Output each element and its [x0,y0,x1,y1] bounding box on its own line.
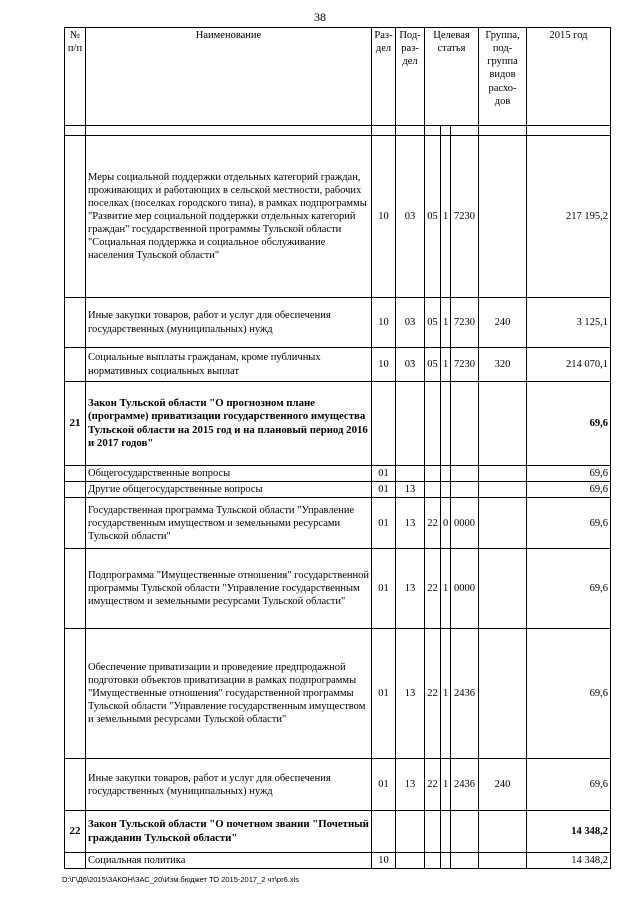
row-amount: 69,6 [527,466,611,482]
row-expense-group [479,126,527,136]
row-name: Закон Тульской области "О прогнозном плане (программе) приватизации государственного имущества Тульской области на 2015 год и на плановый период 2016 и 2017 годов" [86,382,372,466]
row-direction-code [451,482,479,498]
row-number [65,629,86,759]
row-razdel: 01 [372,466,396,482]
table-row [65,629,611,759]
row-podrazdel: 03 [396,348,425,382]
header-row [65,28,611,126]
row-amount: 69,6 [527,482,611,498]
row-direction-code: 2436 [451,759,479,811]
row-name: Обеспечение приватизации и проведение предпродажной подготовки объектов приватизации в рамках подпрограммы "Имущественные отношения" государственной программы Тульской области "Управление государственным имуществом и земельными ресурсами Тульской области" [86,629,372,759]
row-razdel: 10 [372,348,396,382]
header-gruppa: Группа, под-группа видов расхо-дов [479,28,527,126]
row-razdel: 10 [372,853,396,869]
row-number [65,136,86,298]
row-expense-group [479,466,527,482]
row-podrazdel: 13 [396,629,425,759]
row-podrazdel: 03 [396,298,425,348]
row-expense-group: 240 [479,298,527,348]
row-number [65,759,86,811]
header-podrazdel: Под-раз-дел [396,28,425,126]
row-subprogram-code: 1 [441,759,451,811]
table-row [65,498,611,549]
row-amount: 69,6 [527,629,611,759]
table-row [65,549,611,629]
file-path-footer: D:\Г\Д6\2015\ЗАКОН\ЗАС_20\Изм.бюджет ТО 2015-2017_2 чт\pr6.xls [62,875,299,884]
row-subprogram-code [441,482,451,498]
row-amount: 69,6 [527,498,611,549]
row-number: 21 [65,382,86,466]
row-subprogram-code: 1 [441,348,451,382]
row-number [65,126,86,136]
row-program-code: 22 [425,629,441,759]
row-subprogram-code: 1 [441,629,451,759]
row-podrazdel [396,853,425,869]
row-program-code: 22 [425,549,441,629]
row-number [65,298,86,348]
row-name: Другие общегосударственные вопросы [86,482,372,498]
row-razdel: 10 [372,136,396,298]
row-subprogram-code: 1 [441,136,451,298]
row-razdel: 01 [372,629,396,759]
row-program-code: 05 [425,348,441,382]
row-program-code [425,466,441,482]
row-razdel [372,811,396,853]
table-row [65,466,611,482]
row-name: Социальная политика [86,853,372,869]
row-razdel: 01 [372,759,396,811]
row-podrazdel: 13 [396,549,425,629]
table-row [65,298,611,348]
row-subprogram-code [441,811,451,853]
row-expense-group [479,549,527,629]
row-number [65,482,86,498]
row-expense-group [479,811,527,853]
row-expense-group [479,382,527,466]
row-program-code [425,482,441,498]
row-name: Подпрограмма "Имущественные отношения" государственной программы Тульской области "Управление государственным имуществом и земельными ресурсами Тульской области" [86,549,372,629]
row-direction-code: 7230 [451,298,479,348]
row-expense-group [479,136,527,298]
row-amount: 69,6 [527,759,611,811]
row-amount: 14 348,2 [527,853,611,869]
header-razdel: Раз-дел [372,28,396,126]
row-amount: 217 195,2 [527,136,611,298]
row-podrazdel [396,126,425,136]
row-subprogram-code [441,466,451,482]
row-razdel [372,126,396,136]
row-podrazdel: 13 [396,498,425,549]
row-number [65,498,86,549]
row-expense-group: 240 [479,759,527,811]
row-number [65,348,86,382]
row-expense-group [479,482,527,498]
row-name: Социальные выплаты гражданам, кроме публичных нормативных социальных выплат [86,348,372,382]
row-number [65,549,86,629]
row-subprogram-code [441,382,451,466]
row-number [65,466,86,482]
table-row [65,482,611,498]
row-amount [527,126,611,136]
row-program-code: 22 [425,498,441,549]
row-podrazdel: 13 [396,759,425,811]
table-row [65,348,611,382]
row-razdel: 01 [372,498,396,549]
row-amount: 214 070,1 [527,348,611,382]
row-amount: 69,6 [527,549,611,629]
row-direction-code: 2436 [451,629,479,759]
row-program-code [425,382,441,466]
row-direction-code: 0000 [451,549,479,629]
row-direction-code [451,126,479,136]
row-subprogram-code: 0 [441,498,451,549]
row-name: Иные закупки товаров, работ и услуг для обеспечения государственных (муниципальных) нужд [86,759,372,811]
row-program-code [425,811,441,853]
header-num: № п/п [65,28,86,126]
row-direction-code: 7230 [451,348,479,382]
row-razdel: 10 [372,298,396,348]
row-program-code [425,853,441,869]
row-name: Иные закупки товаров, работ и услуг для обеспечения государственных (муниципальных) нужд [86,298,372,348]
row-program-code: 05 [425,136,441,298]
row-subprogram-code: 1 [441,549,451,629]
row-name: Общегосударственные вопросы [86,466,372,482]
row-program-code: 05 [425,298,441,348]
table-row [65,759,611,811]
row-amount: 69,6 [527,382,611,466]
budget-table [64,27,611,869]
row-podrazdel: 13 [396,482,425,498]
row-direction-code [451,853,479,869]
row-podrazdel [396,382,425,466]
row-razdel [372,382,396,466]
row-razdel: 01 [372,549,396,629]
row-program-code: 22 [425,759,441,811]
row-amount: 3 125,1 [527,298,611,348]
row-name: Меры социальной поддержки отдельных категорий граждан, проживающих и работающих в сельской местности, рабочих поселках (поселках городского типа), в рамках подпрограммы "Развитие мер социальной поддержки отдельных категорий граждан" государственной программы Тульской области "Социальная поддержка и социальное обслуживание населения Тульской области" [86,136,372,298]
row-expense-group [479,498,527,549]
table-row [65,853,611,869]
row-expense-group [479,853,527,869]
row-expense-group [479,629,527,759]
table-row [65,136,611,298]
row-direction-code: 7230 [451,136,479,298]
row-direction-code [451,466,479,482]
page-number: 38 [314,10,326,24]
row-razdel: 01 [372,482,396,498]
row-amount: 14 348,2 [527,811,611,853]
header-name: Наименование [86,28,372,126]
row-name: Закон Тульской области "О почетном звании "Почетный гражданин Тульской области" [86,811,372,853]
row-name [86,126,372,136]
table-row-law [65,811,611,853]
row-subprogram-code: 1 [441,298,451,348]
table-row-law [65,382,611,466]
row-direction-code [451,382,479,466]
header-celevaya-statya: Целевая статья [425,28,479,126]
row-program-code [425,126,441,136]
row-expense-group: 320 [479,348,527,382]
table-row [65,126,611,136]
row-podrazdel [396,466,425,482]
row-subprogram-code [441,126,451,136]
row-number: 22 [65,811,86,853]
row-direction-code: 0000 [451,498,479,549]
row-direction-code [451,811,479,853]
row-name: Государственная программа Тульской области "Управление государственным имуществом и земельными ресурсами Тульской области" [86,498,372,549]
row-podrazdel [396,811,425,853]
row-subprogram-code [441,853,451,869]
header-year: 2015 год [527,28,611,126]
row-podrazdel: 03 [396,136,425,298]
row-number [65,853,86,869]
